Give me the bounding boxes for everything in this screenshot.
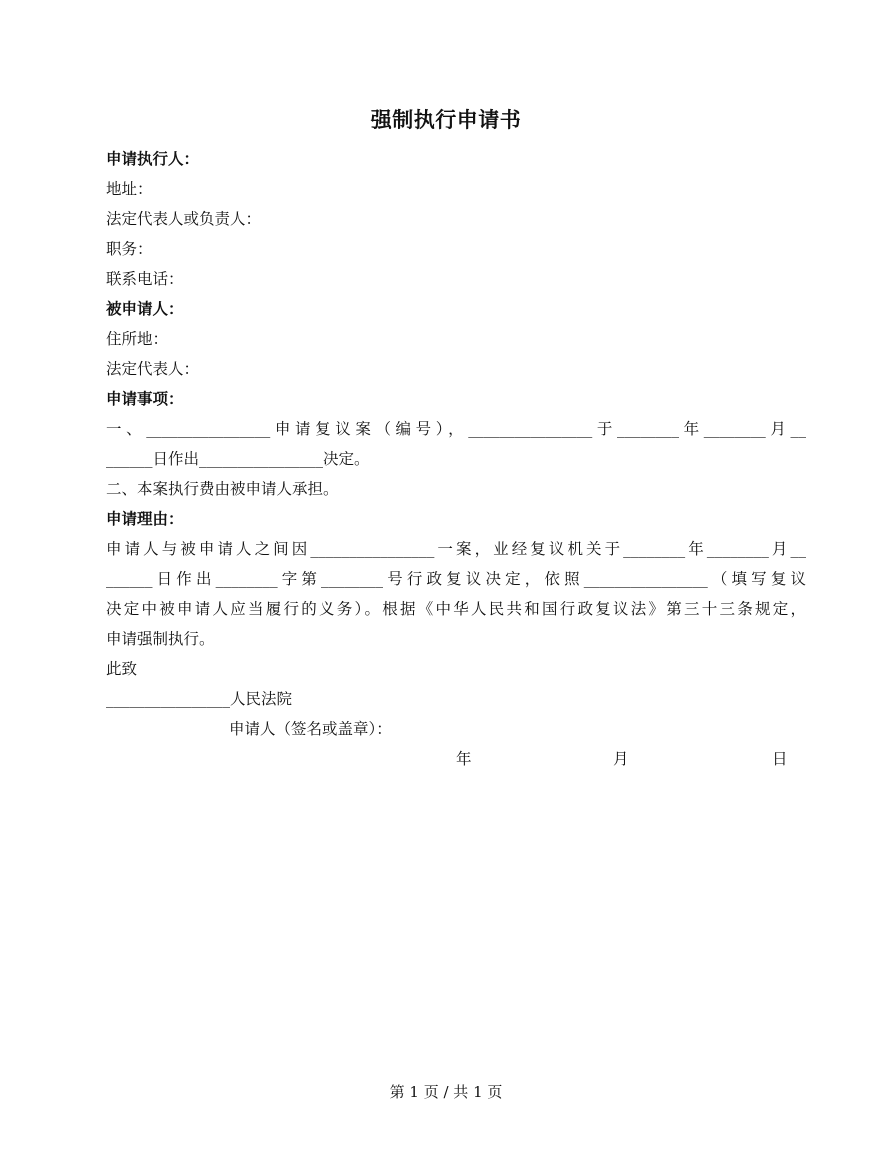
matter-2: 二、本案执行费由被申请人承担。: [106, 480, 339, 498]
reason-line-3: 决定中被申请人应当履行的义务）。根据《中华人民共和国行政复议法》第三十三条规定，: [106, 600, 806, 618]
matters-heading: 申请事项：: [106, 389, 184, 408]
date-row: [106, 744, 806, 774]
position-label: 职务：: [106, 240, 153, 258]
legal-rep-or-head-label: 法定代表人或负责人：: [106, 210, 262, 228]
applicant-label: 申请执行人：: [106, 149, 200, 168]
date-day: 日: [772, 750, 788, 768]
matter-1-line-2: ______日作出________________决定。: [106, 450, 370, 468]
legal-rep-label: 法定代表人：: [106, 360, 200, 378]
document-title: 强制执行申请书: [370, 107, 522, 132]
reason-line-1: 申请人与被申请人之间因________________一案，业经复议机关于________年________月__: [106, 540, 806, 558]
court-line: ________________人民法院: [106, 690, 293, 708]
reasons-heading: 申请理由：: [106, 509, 184, 528]
signature-label: 申请人（签名或盖章）：: [229, 720, 392, 738]
page-indicator: 第 1 页 / 共 1 页: [389, 1083, 503, 1101]
respondent-label: 被申请人：: [106, 299, 184, 318]
salutation: 此致: [106, 660, 138, 678]
reason-line-2: ______日作出________字第________号行政复议决定，依照________________（填写复议: [106, 570, 806, 588]
reason-line-4: 申请强制执行。: [106, 630, 215, 648]
date-month: 月: [613, 750, 629, 768]
phone-label: 联系电话：: [106, 270, 184, 288]
date-year: 年: [456, 750, 472, 768]
document-body: [106, 144, 806, 774]
matter-1-line-1: 一、________________申请复议案（编号），________________于________年________月__: [106, 420, 806, 438]
domicile-label: 住所地：: [106, 330, 169, 348]
address-label: 地址：: [106, 180, 153, 198]
